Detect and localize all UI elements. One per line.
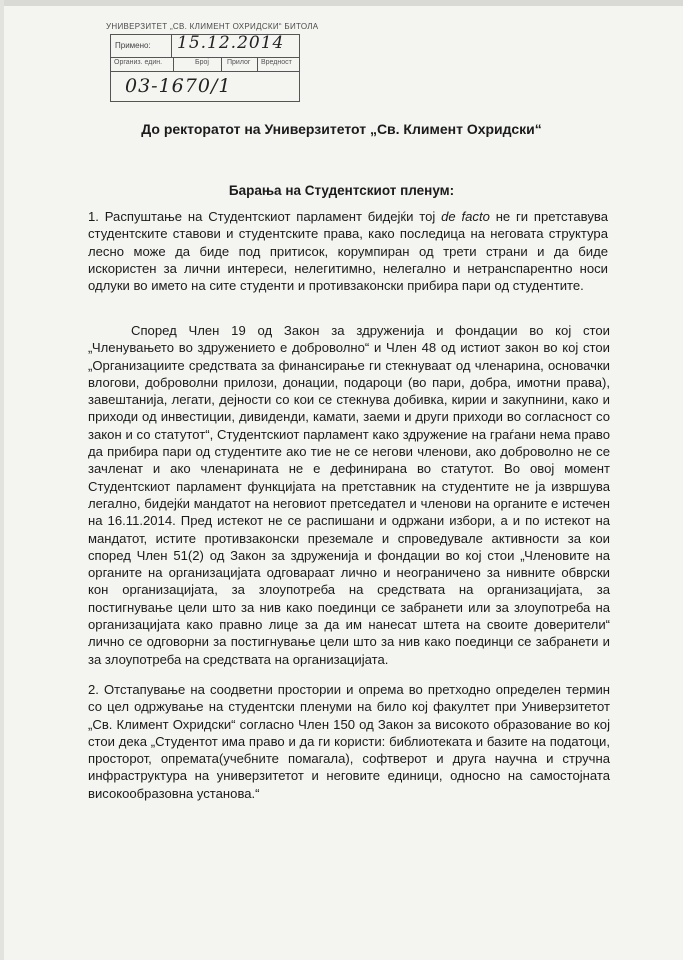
scan-edge-left (0, 0, 4, 960)
legal-basis-paragraph: Според Член 19 од Закон за здруженија и фондации во кој стои „Членувањето во здружението е доброволно“ и Член 48 од истиот закон во кој стои „Организациите средствата за финансирање ги стекнуваат од членарина, основачки влогови, доброволни прилози, донации, подароци (во пари, добра, имотни права), завештанија, легати, дејности со кои се стекнува добивка, кирии и закупнини, како и приходи од инвестиции, дивиденди, камати, заеми и други приходи во согласност со закон и со статутот“, Студентскиот парламент како здружение на граѓани нема право да прибира пари од студентите ако тие не се негови членови, ако доброволно не се зачленат и ако членарината не е дефинирана во статутот. Во овој момент Студентскиот парламент функцијата на претставник на студентите не ја извршува легално, бидејќи мандатот на неговиот претседател и членови на органите е истечен на 16.11.2014. Пред истекот не се распишани и одржани избори, а и по истекот на мандатот, истите противзаконски преземале и спроведувале активности за кои според Член 51(2) од Закон за здруженија и фондации во кој стои „Членовите на органите на организацијата одговараат лично и неограничено за нивните обврски кон организацијата, за злоупотреба на средствата на организацијата, за постигнување цели што за нив како поединци се забранети или за злоупотреба на организацијата како правно лице за да им нанесат штета на своите доверители“ лично се одговорни за постигнување цели што за нив како поединци се забранети и за злоупотреба на средствата на организацијата. (88, 323, 610, 667)
document-title: Барања на Студентскиот пленум: (228, 183, 455, 198)
stamp-col-value: Вредност (261, 59, 292, 66)
demand-1-text-a: 1. Распуштање на Студентскиот парламент бидејќи тој (88, 209, 442, 224)
stamp-header: УНИВЕРЗИТЕТ „СВ. КЛИМЕНТ ОХРИДСКИ“ БИТОЛА (106, 22, 319, 31)
demand-1-paragraph (88, 208, 608, 294)
addressee-line: До ректоратот на Универзитетот „Св. Климент Охридски“ (141, 121, 542, 137)
stamp-col-org: Организ. един. (114, 59, 163, 66)
stamp-col-attach: Прилог (227, 59, 251, 66)
demand-1-italic: de facto (441, 209, 490, 224)
stamp-reg-number: 03-1670/1 (125, 75, 232, 97)
stamp-received-label: Примено: (115, 41, 151, 50)
stamp-row-columns (111, 57, 299, 72)
stamp-received-date: 15.12.2014 (177, 33, 285, 53)
demand-1-text-b: не ги претставува студентските ставови и студентските права, како последица на неговата структура лесно може да биде под притисок, корумпиран од трети страни и да биде искористен за лични интереси, нелегитимно, нелегално и нетранспарентно носи одлуки во името на сите студенти и противзаконски прибира пари од студентите. (88, 209, 608, 294)
scan-edge-top (0, 0, 683, 6)
demand-2-paragraph: 2. Отстапување на соодветни простории и опрема во претходно определен термин со цел одржување на студентски пленуми на било кој факултет при Универзитетот „Св. Климент Охридски“ согласно Член 150 од Закон за високото образование во кој стои дека „Студентот има право и да ги користи: библиотеката и базите на податоци, просторот, опремата(учебните помагала), софтверот и друга научна и стручна инфраструктура на универзитетот и неговите единици, односно на самостојната високообразовна установа.“ (88, 682, 610, 801)
stamp-row-received (111, 35, 299, 58)
registration-stamp (104, 22, 319, 104)
stamp-col-num: Број (195, 59, 209, 66)
stamp-box (110, 34, 300, 102)
